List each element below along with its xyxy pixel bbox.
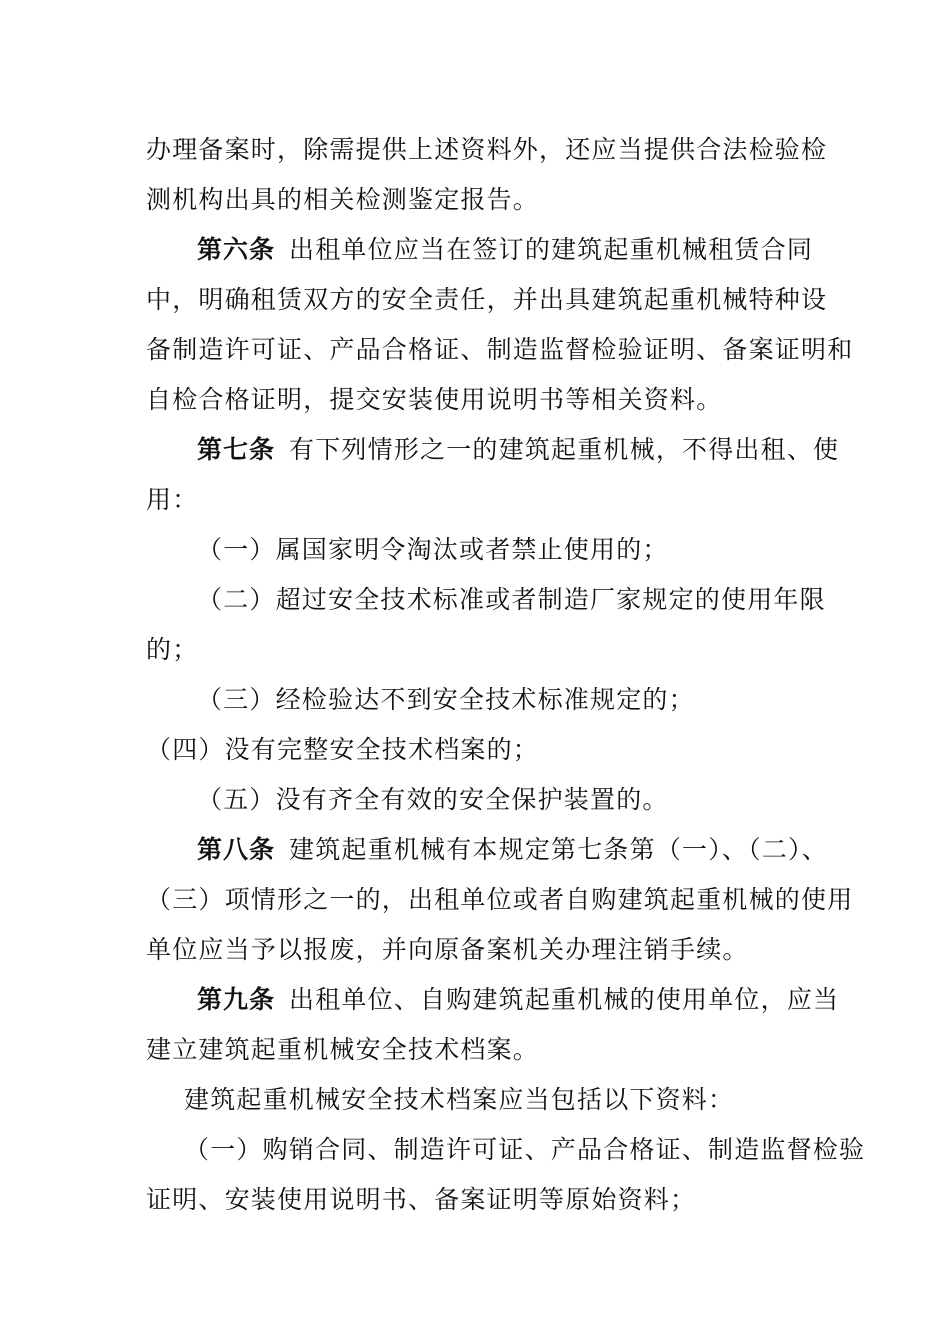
list-item bbox=[197, 585, 950, 615]
line-text: 中，明确租赁双方的安全责任，并出具建筑起重机械特种设 bbox=[146, 285, 828, 314]
article-line bbox=[197, 835, 950, 865]
article-heading: 第七条 bbox=[197, 435, 276, 464]
line-text: 的； bbox=[146, 635, 199, 664]
line-text: 有下列情形之一的建筑起重机械，不得出租、使 bbox=[289, 435, 840, 464]
text-line bbox=[146, 935, 950, 965]
line-text: 备制造许可证、产品合格证、制造监督检验证明、备案证明和 bbox=[146, 335, 854, 364]
list-item bbox=[197, 535, 950, 565]
line-text: （五）没有齐全有效的安全保护装置的。 bbox=[197, 785, 669, 814]
article-line bbox=[197, 985, 950, 1015]
line-text: 单位应当予以报废，并向原备案机关办理注销手续。 bbox=[146, 935, 749, 964]
line-text: 建立建筑起重机械安全技术档案。 bbox=[146, 1035, 540, 1064]
line-text: 出租单位应当在签订的建筑起重机械租赁合同 bbox=[289, 235, 814, 264]
line-text: 测机构出具的相关检测鉴定报告。 bbox=[146, 185, 540, 214]
line-text: 自检合格证明，提交安装使用说明书等相关资料。 bbox=[146, 385, 723, 414]
text-line bbox=[146, 885, 950, 915]
text-line bbox=[146, 1035, 950, 1065]
text-line bbox=[146, 285, 950, 315]
text-line bbox=[146, 1185, 950, 1215]
article-line bbox=[197, 435, 950, 465]
list-item bbox=[197, 785, 950, 815]
line-text: （三）项情形之一的，出租单位或者自购建筑起重机械的使用 bbox=[146, 885, 854, 914]
article-heading: 第八条 bbox=[197, 835, 276, 864]
text-line bbox=[146, 135, 950, 165]
line-text: 建筑起重机械有本规定第七条第（一）、（二）、 bbox=[289, 835, 828, 864]
line-text: （一）购销合同、制造许可证、产品合格证、制造监督检验 bbox=[184, 1135, 866, 1164]
article-line bbox=[197, 235, 950, 265]
line-text: （四）没有完整安全技术档案的； bbox=[146, 735, 540, 764]
text-line bbox=[146, 485, 950, 515]
line-text: （一）属国家明令淘汰或者禁止使用的； bbox=[197, 535, 669, 564]
text-line bbox=[146, 385, 950, 415]
text-line bbox=[146, 635, 950, 665]
line-text: （二）超过安全技术标准或者制造厂家规定的使用年限 bbox=[197, 585, 826, 614]
list-item bbox=[197, 685, 950, 715]
article-heading: 第九条 bbox=[197, 985, 276, 1014]
text-line bbox=[146, 335, 950, 365]
line-text: 证明、安装使用说明书、备案证明等原始资料； bbox=[146, 1185, 697, 1214]
line-text: 办理备案时，除需提供上述资料外，还应当提供合法检验检 bbox=[146, 135, 828, 164]
list-item bbox=[146, 735, 950, 765]
text-line bbox=[146, 185, 950, 215]
line-text: 用： bbox=[146, 485, 199, 514]
article-heading: 第六条 bbox=[197, 235, 276, 264]
line-text: （三）经检验达不到安全技术标准规定的； bbox=[197, 685, 695, 714]
text-line bbox=[184, 1085, 950, 1115]
line-text: 建筑起重机械安全技术档案应当包括以下资料： bbox=[184, 1085, 735, 1114]
list-item bbox=[184, 1135, 950, 1165]
line-text: 出租单位、自购建筑起重机械的使用单位，应当 bbox=[289, 985, 840, 1014]
